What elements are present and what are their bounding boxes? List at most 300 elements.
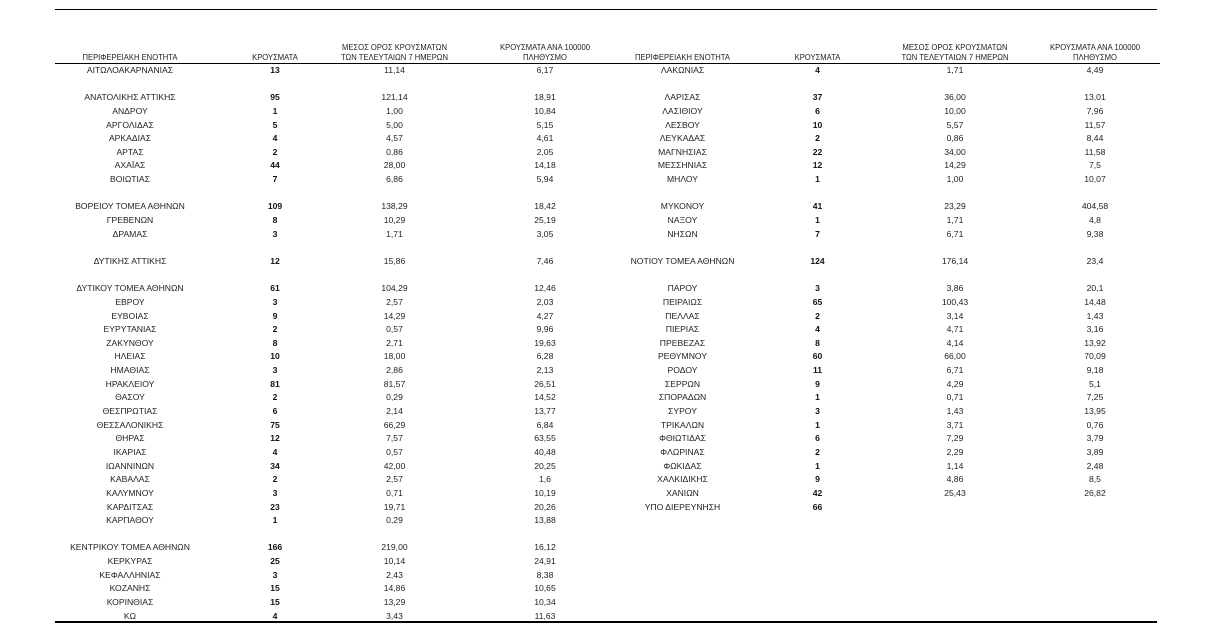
avg7-cell: 14,86	[383, 583, 406, 594]
avg7-cell: 7,57	[386, 433, 403, 444]
avg7-cell: 28,00	[383, 160, 406, 171]
avg7-cell: 10,29	[383, 215, 406, 226]
region-cell: ΚΑΡΠΑΘΟΥ	[106, 515, 154, 526]
cases-cell: 9	[815, 378, 820, 389]
table-row	[610, 282, 1160, 296]
per100k-cell: 11,63	[534, 610, 556, 621]
cases-cell: 1	[272, 105, 278, 116]
table-row	[55, 337, 610, 351]
avg7-cell: 66,29	[383, 419, 406, 430]
per100k-cell: 11,58	[1084, 146, 1106, 157]
table-row	[55, 473, 610, 487]
region-cell: ΘΑΣΟΥ	[115, 392, 145, 403]
table-row	[610, 241, 1160, 255]
avg7-cell: 138,29	[381, 201, 408, 212]
table-row	[610, 419, 1160, 433]
cases-cell: 25	[270, 556, 280, 567]
per100k-cell: 10,34	[534, 596, 556, 607]
avg7-cell: 2,29	[946, 446, 964, 457]
region-cell: ΓΡΕΒΕΝΩΝ	[106, 215, 154, 226]
per100k-cell: 10,65	[534, 583, 556, 594]
per100k-cell: 3,89	[1086, 446, 1104, 457]
region-cell: ΦΘΙΩΤΙΔΑΣ	[659, 433, 706, 444]
table-row	[610, 132, 1160, 146]
cases-cell: 166	[267, 542, 283, 553]
per100k-cell: 24,91	[534, 556, 556, 567]
per100k-cell: 5,1	[1089, 378, 1101, 389]
cases-cell: 1	[815, 392, 820, 403]
region-cell: ΜΕΣΣΗΝΙΑΣ	[657, 160, 708, 171]
table-row	[610, 446, 1160, 460]
cases-cell: 37	[812, 92, 823, 103]
table-row	[55, 173, 610, 187]
cases-cell: 6	[272, 406, 278, 417]
region-cell: ΛΑΣΙΘΙΟΥ	[662, 105, 703, 116]
region-cell: ΥΠΟ ΔΙΕΡΕΥΝΗΣΗ	[644, 501, 721, 512]
header-cases: ΚΡΟΥΣΜΑΤΑ	[252, 51, 298, 62]
cases-cell: 3	[272, 487, 278, 498]
cases-cell: 4	[272, 610, 278, 621]
per100k-cell: 8,44	[1086, 133, 1104, 144]
table-row	[55, 378, 610, 392]
per100k-cell: 10,84	[534, 105, 556, 116]
table-row	[610, 119, 1160, 133]
region-cell: ΑΡΤΑΣ	[116, 146, 144, 157]
avg7-cell: 1,00	[386, 105, 403, 116]
cases-cell: 8	[815, 337, 820, 348]
per100k-cell: 18,91	[534, 92, 556, 103]
header-cases: ΚΡΟΥΣΜΑΤΑ	[794, 51, 841, 62]
per100k-cell: 2,48	[1086, 460, 1104, 471]
table-row	[55, 419, 610, 433]
region-cell: ΠΙΕΡΙΑΣ	[665, 324, 700, 335]
cases-cell: 2	[272, 146, 278, 157]
cases-cell: 13	[270, 65, 280, 75]
table-row	[55, 323, 610, 337]
per100k-cell: 0,76	[1086, 419, 1104, 430]
region-cell: ΒΟΙΩΤΙΑΣ	[110, 174, 150, 185]
table-row	[55, 296, 610, 310]
avg7-cell: 4,29	[946, 378, 964, 389]
cases-cell: 2	[272, 324, 278, 335]
avg7-cell: 0,86	[386, 146, 403, 157]
table-row	[55, 269, 610, 283]
table-row	[610, 64, 1160, 78]
cases-cell: 3	[815, 406, 820, 417]
header-per100k: ΚΡΟΥΣΜΑΤΑ ΑΝΑ 100000 ΠΛΗΘΥΣΜΟ	[1050, 42, 1140, 62]
region-cell: ΚΕΝΤΡΙΚΟΥ ΤΟΜΕΑ ΑΘΗΝΩΝ	[70, 542, 190, 553]
table-row	[55, 541, 610, 555]
cases-cell: 5	[272, 119, 278, 130]
region-cell: ΗΛΕΙΑΣ	[114, 351, 146, 362]
avg7-cell: 5,00	[386, 119, 403, 130]
region-cell: ΜΑΓΝΗΣΙΑΣ	[658, 146, 707, 157]
avg7-cell: 81,57	[383, 378, 406, 389]
region-cell: ΑΝΔΡΟΥ	[112, 105, 148, 116]
table-row	[610, 323, 1160, 337]
cases-cell: 2	[272, 392, 278, 403]
avg7-cell: 1,43	[946, 406, 964, 417]
per100k-cell: 7,46	[536, 255, 554, 266]
region-cell: ΠΕΙΡΑΙΩΣ	[662, 296, 703, 307]
cases-cell: 8	[272, 215, 278, 226]
right-table	[610, 38, 1160, 514]
table-row	[610, 487, 1160, 501]
avg7-cell: 2,57	[386, 474, 403, 485]
table-row	[55, 432, 610, 446]
cases-cell: 11	[812, 365, 823, 376]
avg7-cell: 0,57	[386, 324, 403, 335]
region-cell: ΧΑΝΙΩΝ	[666, 487, 699, 498]
cases-cell: 4	[272, 133, 278, 144]
per100k-cell: 8,38	[536, 569, 554, 580]
table-row	[55, 64, 610, 78]
cases-cell: 15	[270, 583, 280, 594]
avg7-cell: 1,71	[946, 65, 964, 75]
per100k-cell: 19,63	[534, 337, 556, 348]
table-row	[610, 214, 1160, 228]
per100k-cell: 1,6	[539, 474, 551, 485]
per100k-cell: 4,27	[536, 310, 554, 321]
region-cell: ΘΕΣΠΡΩΤΙΑΣ	[102, 406, 158, 417]
top-rule	[55, 9, 1157, 10]
avg7-cell: 7,29	[946, 433, 964, 444]
avg7-cell: 6,71	[946, 228, 964, 239]
region-cell: ΚΟΖΑΝΗΣ	[109, 583, 151, 594]
region-cell: ΗΜΑΘΙΑΣ	[110, 365, 150, 376]
table-row	[55, 501, 610, 515]
region-cell: ΝΟΤΙΟΥ ΤΟΜΕΑ ΑΘΗΝΩΝ	[630, 255, 735, 266]
avg7-cell: 14,29	[944, 160, 966, 171]
per100k-cell: 9,96	[536, 324, 554, 335]
avg7-cell: 10,00	[944, 105, 966, 116]
cases-cell: 3	[272, 228, 278, 239]
per100k-cell: 11,57	[1084, 119, 1106, 130]
cases-cell: 1	[272, 515, 278, 526]
cases-cell: 3	[272, 296, 278, 307]
cases-cell: 65	[812, 296, 823, 307]
avg7-cell: 14,29	[383, 310, 406, 321]
table-row	[610, 460, 1160, 474]
per100k-cell: 70,09	[1084, 351, 1106, 362]
table-row	[55, 105, 610, 119]
cases-cell: 15	[270, 596, 280, 607]
table-row	[610, 391, 1160, 405]
cases-cell: 9	[272, 310, 278, 321]
table-row	[610, 78, 1160, 92]
table-row	[610, 364, 1160, 378]
cases-cell: 1	[815, 215, 820, 226]
table-row	[610, 501, 1160, 515]
cases-cell: 4	[815, 65, 820, 75]
avg7-cell: 219,00	[381, 542, 408, 553]
table-row	[55, 405, 610, 419]
region-cell: ΠΡΕΒΕΖΑΣ	[659, 337, 706, 348]
table-row	[610, 405, 1160, 419]
header-per100k: ΚΡΟΥΣΜΑΤΑ ΑΝΑ 100000 ΠΛΗΘΥΣΜΟ	[500, 42, 590, 62]
per100k-cell: 14,48	[1084, 296, 1106, 307]
table-row	[610, 159, 1160, 173]
table-row	[55, 460, 610, 474]
table-row	[55, 146, 610, 160]
region-cell: ΕΥΒΟΙΑΣ	[111, 310, 149, 321]
region-cell: ΚΑΡΔΙΤΣΑΣ	[106, 501, 154, 512]
region-cell: ΣΥΡΟΥ	[668, 406, 697, 417]
per100k-cell: 14,18	[534, 160, 556, 171]
per100k-cell: 20,1	[1086, 283, 1104, 294]
avg7-cell: 5,57	[946, 119, 964, 130]
region-cell: ΔΡΑΜΑΣ	[112, 228, 148, 239]
per100k-cell: 5,15	[536, 119, 554, 130]
per100k-cell: 404,58	[1081, 201, 1109, 212]
table-row	[55, 241, 610, 255]
table-row	[55, 350, 610, 364]
region-cell: ΛΑΡΙΣΑΣ	[664, 92, 701, 103]
table-row	[55, 487, 610, 501]
table-row	[610, 310, 1160, 324]
per100k-cell: 6,28	[536, 351, 554, 362]
cases-cell: 1	[815, 460, 820, 471]
cases-cell: 95	[270, 92, 280, 103]
region-cell: ΛΕΣΒΟΥ	[665, 119, 700, 130]
per100k-cell: 3,16	[1086, 324, 1104, 335]
cases-cell: 75	[270, 419, 280, 430]
region-cell: ΦΛΩΡΙΝΑΣ	[660, 446, 705, 457]
cases-cell: 2	[815, 133, 820, 144]
avg7-cell: 2,71	[386, 337, 403, 348]
avg7-cell: 3,43	[386, 610, 403, 621]
avg7-cell: 34,00	[944, 146, 966, 157]
region-cell: ΚΟΡΙΝΘΙΑΣ	[106, 596, 154, 607]
cases-cell: 1	[815, 174, 820, 185]
region-cell: ΑΝΑΤΟΛΙΚΗΣ ΑΤΤΙΚΗΣ	[84, 92, 176, 103]
table-row	[55, 596, 610, 610]
per100k-cell: 4,8	[1089, 215, 1101, 226]
avg7-cell: 2,86	[386, 365, 403, 376]
per100k-cell: 8,5	[1089, 474, 1101, 485]
avg7-cell: 19,71	[383, 501, 406, 512]
right-table-body	[610, 64, 1160, 514]
region-cell: ΜΗΛΟΥ	[666, 174, 699, 185]
region-cell: ΑΧΑΪΑΣ	[114, 160, 146, 171]
avg7-cell: 1,14	[946, 460, 964, 471]
avg7-cell: 4,71	[946, 324, 964, 335]
region-cell: ΙΩΑΝΝΙΝΩΝ	[105, 460, 155, 471]
region-cell: ΣΠΟΡΑΔΩΝ	[658, 392, 707, 403]
avg7-cell: 23,29	[944, 201, 966, 212]
region-cell: ΗΡΑΚΛΕΙΟΥ	[105, 378, 155, 389]
region-cell: ΝΗΣΩΝ	[667, 228, 698, 239]
cases-cell: 124	[810, 255, 825, 266]
region-cell: ΒΟΡΕΙΟΥ ΤΟΜΕΑ ΑΘΗΝΩΝ	[75, 201, 185, 212]
region-cell: ΙΚΑΡΙΑΣ	[113, 446, 147, 457]
per100k-cell: 4,61	[536, 133, 554, 144]
per100k-cell: 12,46	[534, 283, 556, 294]
region-cell: ΘΗΡΑΣ	[115, 433, 145, 444]
cases-cell: 66	[812, 501, 823, 512]
avg7-cell: 4,86	[946, 474, 964, 485]
table-row	[610, 91, 1160, 105]
avg7-cell: 36,00	[944, 92, 966, 103]
avg7-cell: 3,14	[946, 310, 964, 321]
per100k-cell: 9,38	[1086, 228, 1104, 239]
region-cell: ΕΥΡΥΤΑΝΙΑΣ	[103, 324, 157, 335]
per100k-cell: 26,51	[534, 378, 556, 389]
avg7-cell: 42,00	[383, 460, 406, 471]
cases-cell: 3	[272, 569, 278, 580]
table-row	[55, 310, 610, 324]
region-cell: ΔΥΤΙΚΟΥ ΤΟΜΕΑ ΑΘΗΝΩΝ	[76, 283, 184, 294]
per100k-cell: 7,25	[1086, 392, 1104, 403]
region-cell: ΦΩΚΙΔΑΣ	[663, 460, 702, 471]
avg7-cell: 0,86	[946, 133, 964, 144]
left-table-body	[55, 64, 610, 623]
cases-cell: 7	[272, 174, 278, 185]
region-cell: ΤΡΙΚΑΛΩΝ	[660, 419, 705, 430]
table-row	[55, 187, 610, 201]
table-row	[610, 473, 1160, 487]
region-cell: ΝΑΞΟΥ	[667, 215, 698, 226]
table-row	[610, 296, 1160, 310]
cases-cell: 12	[270, 433, 280, 444]
avg7-cell: 0,29	[386, 515, 403, 526]
table-row	[55, 119, 610, 133]
per100k-cell: 2,05	[536, 146, 554, 157]
avg7-cell: 1,00	[946, 174, 964, 185]
avg7-cell: 11,14	[384, 65, 405, 75]
region-cell: ΚΩ	[123, 610, 137, 621]
table-row	[610, 173, 1160, 187]
avg7-cell: 1,71	[386, 228, 403, 239]
region-cell: ΖΑΚΥΝΘΟΥ	[106, 337, 154, 348]
per100k-cell: 9,18	[1086, 365, 1104, 376]
avg7-cell: 100,43	[941, 296, 969, 307]
cases-cell: 6	[815, 433, 820, 444]
region-cell: ΑΙΤΩΛΟΑΚΑΡΝΑΝΙΑΣ	[86, 65, 174, 75]
table-row	[55, 78, 610, 92]
table-row	[610, 269, 1160, 283]
table-row	[610, 432, 1160, 446]
table-row	[610, 146, 1160, 160]
table-row	[55, 391, 610, 405]
table-row	[55, 200, 610, 214]
cases-cell: 22	[812, 146, 823, 157]
cases-cell: 23	[270, 501, 280, 512]
cases-cell: 12	[270, 255, 280, 266]
per100k-cell: 23,4	[1086, 255, 1104, 266]
per100k-cell: 4,49	[1086, 65, 1104, 75]
cases-cell: 2	[272, 474, 278, 485]
avg7-cell: 176,14	[941, 255, 969, 266]
cases-cell: 61	[270, 283, 280, 294]
region-cell: ΕΒΡΟΥ	[115, 296, 145, 307]
header-avg7: ΜΕΣΟΣ ΟΡΟΣ ΚΡΟΥΣΜΑΤΩΝ ΤΩΝ ΤΕΛΕΥΤΑΙΩΝ 7 ΗΜΕΡΩΝ	[901, 42, 1009, 62]
per100k-cell: 13,88	[534, 515, 556, 526]
avg7-cell: 18,00	[383, 351, 406, 362]
avg7-cell: 6,71	[946, 365, 964, 376]
cases-cell: 34	[270, 460, 280, 471]
cases-cell: 2	[815, 310, 820, 321]
region-cell: ΣΕΡΡΩΝ	[664, 378, 701, 389]
avg7-cell: 0,71	[946, 392, 964, 403]
header-avg7: ΜΕΣΟΣ ΟΡΟΣ ΚΡΟΥΣΜΑΤΩΝ ΤΩΝ ΤΕΛΕΥΤΑΙΩΝ 7 ΗΜΕΡΩΝ	[340, 42, 449, 62]
per100k-cell: 7,5	[1089, 160, 1101, 171]
cases-cell: 2	[815, 446, 820, 457]
avg7-cell: 4,57	[386, 133, 403, 144]
right-table-header	[610, 38, 1160, 64]
region-cell: ΡΕΘΥΜΝΟΥ	[657, 351, 708, 362]
per100k-cell: 13,92	[1084, 337, 1106, 348]
per100k-cell: 3,05	[536, 228, 554, 239]
region-cell: ΛΑΚΩΝΙΑΣ	[660, 65, 705, 75]
per100k-cell: 13,01	[1084, 92, 1106, 103]
cases-cell: 109	[267, 201, 283, 212]
table-row	[610, 187, 1160, 201]
table-row	[55, 514, 610, 528]
table-row	[55, 555, 610, 569]
bottom-rule	[55, 621, 1157, 623]
table-row	[610, 228, 1160, 242]
region-cell: ΜΥΚΟΝΟΥ	[660, 201, 705, 212]
per100k-cell: 2,13	[536, 365, 554, 376]
table-row	[55, 528, 610, 542]
table-row	[610, 337, 1160, 351]
table-row	[55, 132, 610, 146]
region-cell: ΡΟΔΟΥ	[667, 365, 698, 376]
per100k-cell: 13,77	[534, 406, 556, 417]
table-row	[55, 569, 610, 583]
table-row	[55, 228, 610, 242]
region-cell: ΑΡΚΑΔΙΑΣ	[108, 133, 152, 144]
cases-cell: 42	[812, 487, 823, 498]
region-cell: ΚΑΛΥΜΝΟΥ	[106, 487, 154, 498]
table-row	[55, 282, 610, 296]
region-cell: ΚΕΡΚΥΡΑΣ	[107, 556, 153, 567]
per100k-cell: 25,19	[534, 215, 556, 226]
table-row	[610, 378, 1160, 392]
left-table	[55, 38, 610, 623]
table-row	[55, 91, 610, 105]
cases-cell: 1	[815, 419, 820, 430]
avg7-cell: 66,00	[944, 351, 966, 362]
table-row	[55, 582, 610, 596]
region-cell: ΚΑΒΑΛΑΣ	[110, 474, 150, 485]
avg7-cell: 13,29	[383, 596, 406, 607]
cases-cell: 7	[815, 228, 820, 239]
avg7-cell: 1,71	[946, 215, 964, 226]
avg7-cell: 104,29	[381, 283, 408, 294]
cases-cell: 3	[272, 365, 278, 376]
cases-cell: 44	[270, 160, 280, 171]
cases-cell: 60	[812, 351, 823, 362]
region-cell: ΘΕΣΣΑΛΟΝΙΚΗΣ	[96, 419, 164, 430]
header-region: ΠΕΡΙΦΕΡΕΙΑΚΗ ΕΝΟΤΗΤΑ	[634, 51, 731, 62]
cases-cell: 10	[812, 119, 823, 130]
avg7-cell: 0,71	[386, 487, 403, 498]
per100k-cell: 3,79	[1086, 433, 1104, 444]
cases-cell: 6	[815, 105, 820, 116]
avg7-cell: 3,71	[946, 419, 964, 430]
per100k-cell: 1,43	[1086, 310, 1104, 321]
per100k-cell: 20,25	[534, 460, 556, 471]
avg7-cell: 121,14	[381, 92, 408, 103]
region-cell: ΠΕΛΛΑΣ	[665, 310, 700, 321]
table-row	[610, 255, 1160, 269]
table-row	[55, 159, 610, 173]
region-cell: ΑΡΓΟΛΙΔΑΣ	[106, 119, 154, 130]
per100k-cell: 40,48	[534, 446, 556, 457]
per100k-cell: 63,55	[534, 433, 556, 444]
